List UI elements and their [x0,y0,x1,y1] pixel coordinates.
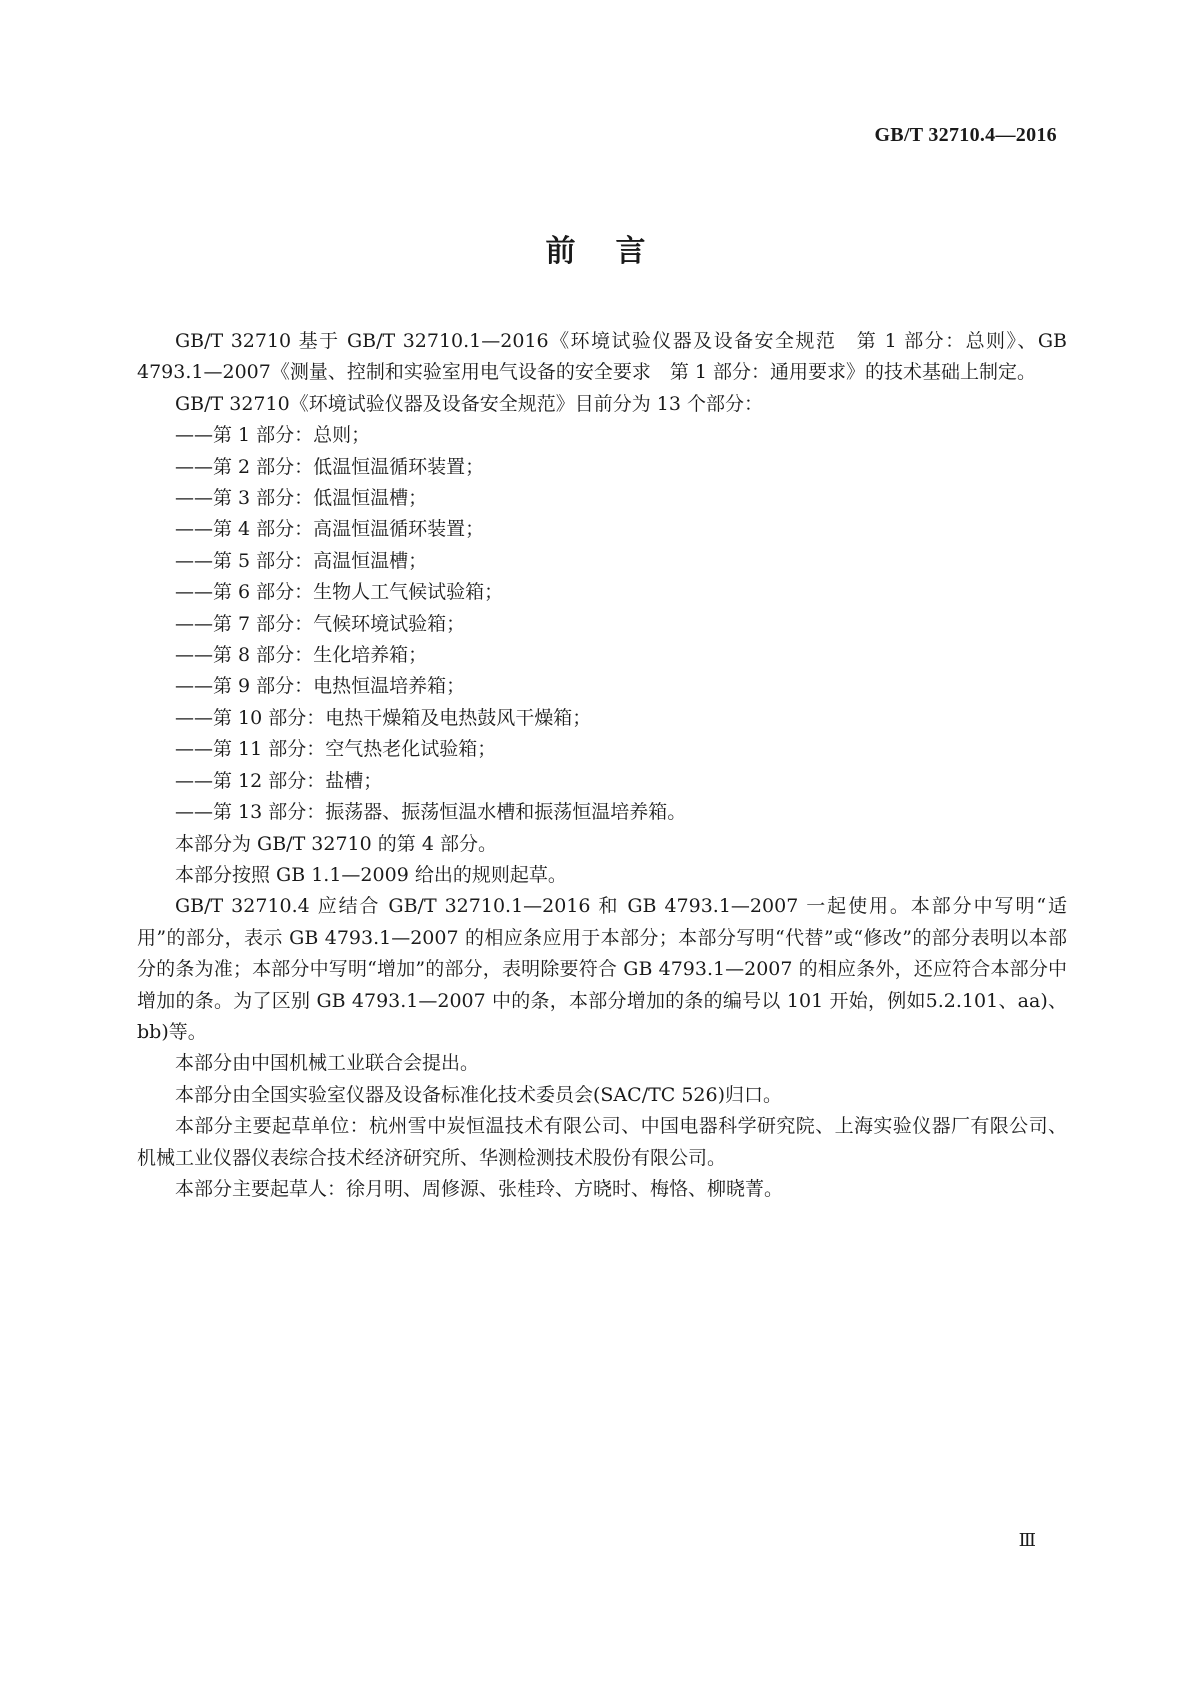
list-item-part-8: ——第 8 部分：生化培养箱； [175,644,428,667]
paragraph-drafters: 本部分主要起草人：徐月明、周修源、张桂玲、方晓时、梅恪、柳晓菁。 [175,1177,784,1200]
paragraph-committee: 本部分由全国实验室仪器及设备标准化技术委员会(SAC/TC 526)归口。 [175,1083,783,1106]
paragraph-basis: GB/T 32710 基于 GB/T 32710.1—2016《环境试验仪器及设备安全规范 第 1 部分：总则》、GB 4793.1—2007《测量、控制和实验室用电气设备的安全要求 第 1 部分：通用要求》的技术基础上制定。 [137,330,1067,384]
list-item-part-12: ——第 12 部分：盐槽； [175,769,383,792]
list-item-part-10: ——第 10 部分：电热干燥箱及电热鼓风干燥箱； [175,706,592,729]
list-item-part-5: ——第 5 部分：高温恒温槽； [175,549,428,572]
list-item-part-2: ——第 2 部分：低温恒温循环装置； [175,455,485,478]
page-number: Ⅲ [1018,1530,1036,1550]
list-item-part-7: ——第 7 部分：气候环境试验箱； [175,612,466,635]
list-item-part-11: ——第 11 部分：空气热老化试验箱； [175,738,497,761]
list-item-part-13: ——第 13 部分：振荡器、振荡恒温水槽和振荡恒温培养箱。 [175,801,687,824]
paragraph-drafting-units: 本部分主要起草单位：杭州雪中炭恒温技术有限公司、中国电器科学研究院、上海实验仪器厂有限公司、机械工业仪器仪表综合技术经济研究所、华测检测技术股份有限公司。 [137,1115,1067,1169]
list-item-part-3: ——第 3 部分：低温恒温槽； [175,487,428,510]
list-item-part-9: ——第 9 部分：电热恒温培养箱； [175,675,466,698]
paragraph-parts-intro: GB/T 32710《环境试验仪器及设备安全规范》目前分为 13 个部分： [175,392,763,415]
document-code: GB/T 32710.4—2016 [874,124,1057,146]
foreword-body [137,326,1067,1205]
paragraph-drafting-rules: 本部分按照 GB 1.1—2009 给出的规则起草。 [175,863,567,886]
page-title: 前言 [545,234,686,269]
list-item-part-4: ——第 4 部分：高温恒温循环装置； [175,518,485,541]
paragraph-part-number: 本部分为 GB/T 32710 的第 4 部分。 [175,832,497,855]
list-item-part-6: ——第 6 部分：生物人工气候试验箱； [175,581,504,604]
paragraph-usage: GB/T 32710.4 应结合 GB/T 32710.1—2016 和 GB 4793.1—2007 一起使用。本部分中写明“适用”的部分，表示 GB 4793.1—2007 的相应条应用于本部分；本部分写明“代替”或“修改”的部分表明以本部分的条为准；本部分中写明“增加”的部分，表明除要符合 GB 4793.1—2007 的相应条外，还应符合本部分中增加的条。为了区别 GB 4793.1—2007 中的条，本部分增加的条的编号以 101 开始，例如5.2.101、aa)、bb)等。 [137,895,1067,1043]
list-item-part-1: ——第 1 部分：总则； [175,424,371,447]
paragraph-proposer: 本部分由中国机械工业联合会提出。 [175,1052,480,1075]
